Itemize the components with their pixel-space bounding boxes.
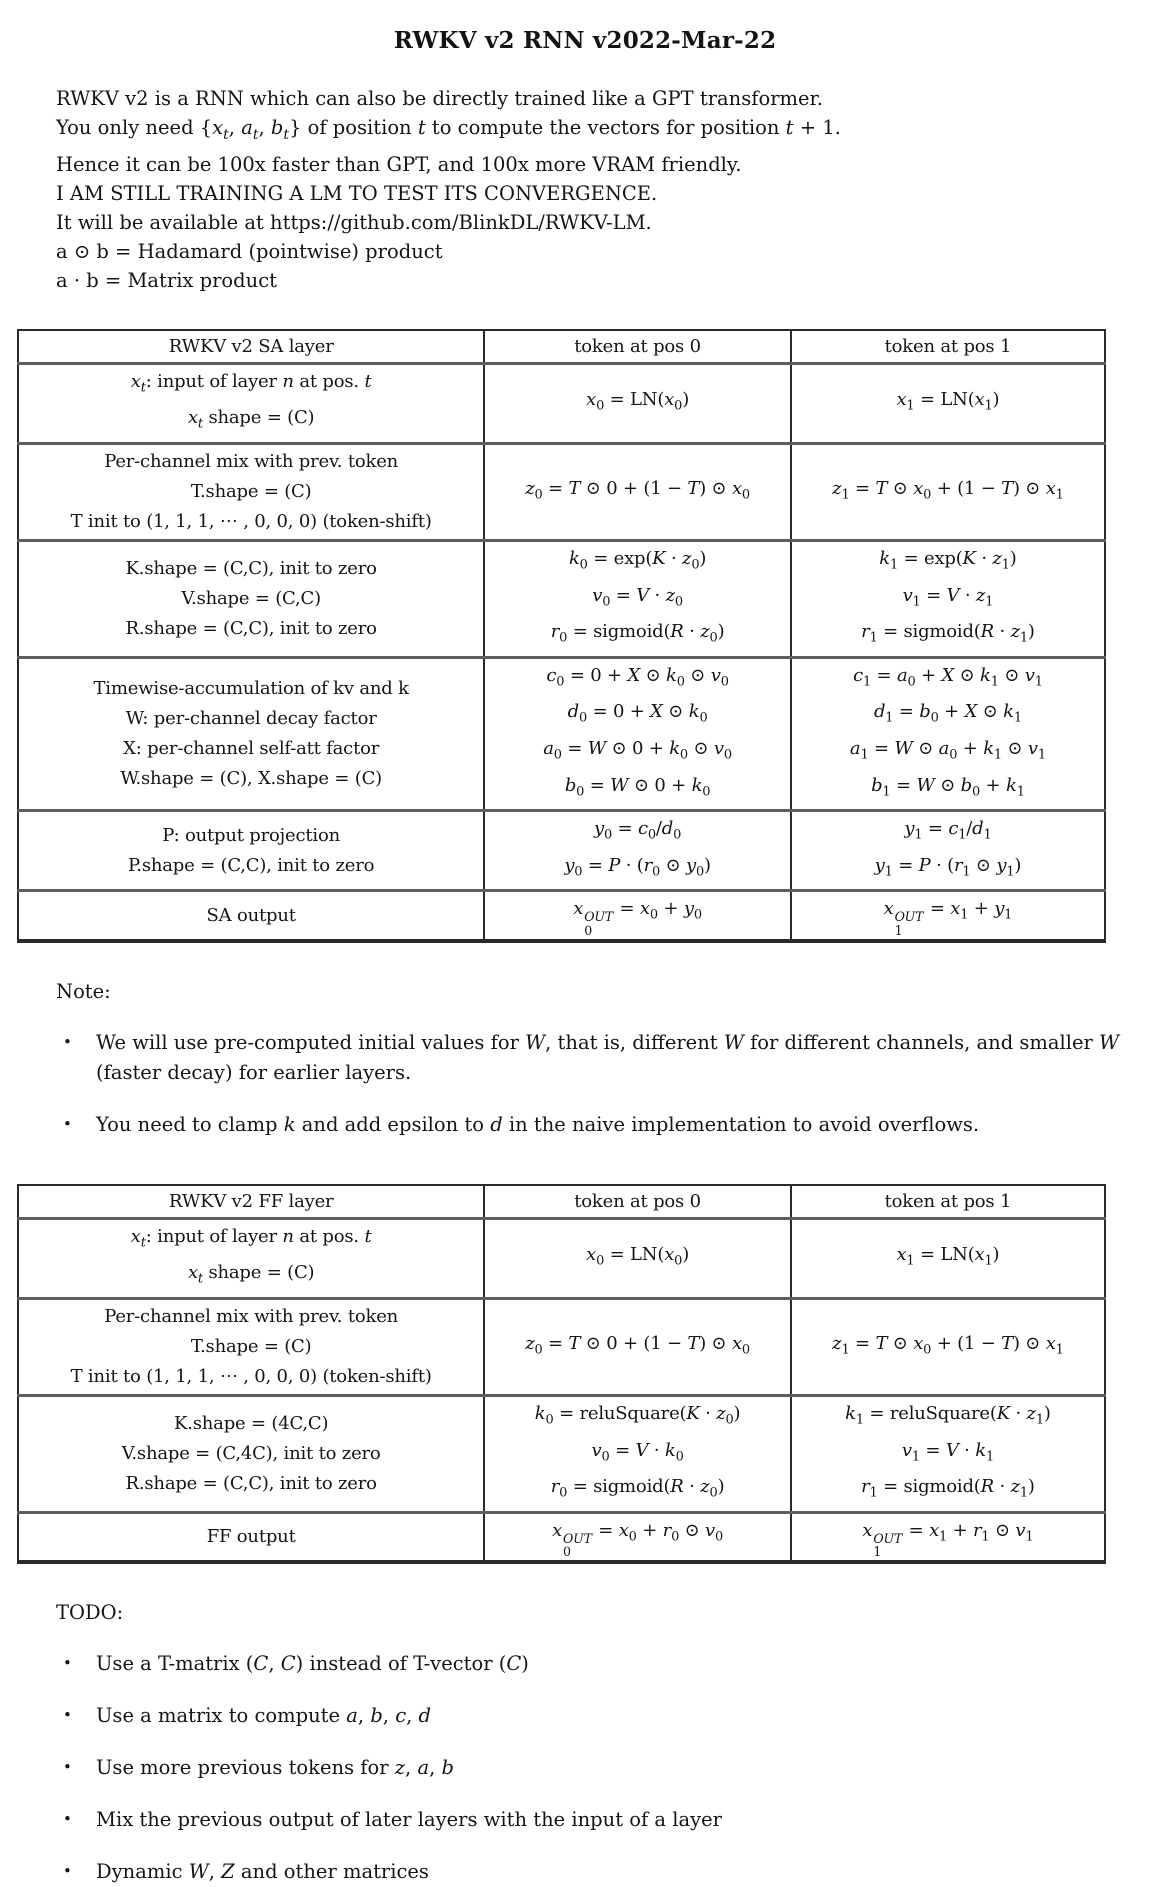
formula-line: X: per-channel self-att factor [123,738,380,760]
formula-line: $x_t$ shape = (C) [187,1262,315,1287]
formula-line: W: per-channel decay factor [125,708,377,730]
table-cell-pos1 [791,657,1105,810]
formula-line: $r_1$ = sigmoid(R · $z_1$) [861,621,1035,646]
table-cell-pos0 [484,1395,791,1512]
formula-line: x OUT 0 = $x_0 + r_0$ ⊙ $v_0$ [552,1519,724,1559]
formula-line: $b_1 = W$ ⊙ $b_0 + k_1$ [871,774,1025,800]
todo-item [63,1753,1130,1783]
table-cell-label [18,1395,484,1512]
table-cell-label [18,1218,484,1298]
table-cell-label [18,657,484,810]
formula-line: $z_0 = T$ ⊙ 0 + (1 − T) ⊙ $x_0$ [525,477,750,503]
formula-line: T init to (1, 1, 1, ⋯ , 0, 0, 0) (token-shift) [70,1365,432,1387]
formula-line: $x_t$: input of layer n at pos. t [130,1225,372,1251]
formula-line: Timewise-accumulation of kv and k [93,678,409,700]
formula-line: $b_0 = W$ ⊙ $0 + k_0$ [564,774,711,800]
table-row [18,444,1105,541]
table-cell-pos1 [791,1218,1105,1298]
formula-line: $r_1$ = sigmoid(R · $z_1$) [861,1476,1035,1501]
formula-line: SA output [206,904,296,926]
formula-line: $k_0$ = reluSquare(K · $z_0$) [534,1402,741,1428]
table-row [18,1298,1105,1395]
formula-line: $k_0 = \exp(K \cdot z_0)$ [568,548,707,573]
note-item [63,1110,1130,1140]
formula-line: $v_1 = V \cdot k_1$ [901,1439,994,1465]
table-cell-pos1 [791,444,1105,541]
table-header-cell: RWKV v2 FF layer [168,1190,334,1212]
formula-line: $x_t$ shape = (C) [187,407,315,433]
todo-item [63,1857,1130,1887]
formula-line: $x_t$: input of layer n at pos. t [130,370,372,396]
formula-line: $y_0 = c_0/d_0$ [594,818,682,843]
table-cell-pos1 [791,1298,1105,1395]
formula-line: P.shape = (C,C), init to zero [128,854,375,876]
bullet-icon: • [63,1032,72,1051]
note-item [63,1028,1130,1088]
formula-line: $x_0 = LN(x_0)$ [586,389,690,414]
formula-line: $v_0 = V \cdot z_0$ [592,584,683,610]
bullet-icon: • [63,1654,72,1673]
bullet-icon: • [63,1758,72,1777]
todo-item [63,1701,1130,1731]
table-cell-pos0 [484,444,791,541]
intro-line: It will be available at https://github.com/BlinkDL/RWKV-LM. [56,210,652,234]
todo-heading: TODO: [56,1601,124,1625]
table-header-row [18,330,1105,364]
formula-line: T.shape = (C) [190,1335,312,1357]
formula-line: $v_1 = V \cdot z_1$ [902,584,994,610]
formula-line: $x_1 = LN(x_1)$ [896,1244,1000,1269]
formula-line: $z_1 = T$ ⊙ $x_0 + (1 - T)$ ⊙ $x_1$ [832,477,1064,503]
todo-item-text: Use more previous tokens for z, a, b [96,1756,454,1780]
sa-table-body [18,363,1105,940]
table-cell-pos0 [484,1512,791,1562]
intro-line: You only need {$x_t$, $a_t$, $b_t$} of position t to compute the vectors for position t + 1. [56,116,841,143]
formula-line: x OUT 1 = $x_1 + r_1$ ⊙ $v_1$ [862,1519,1034,1559]
formula-line: $y_1 = c_1/d_1$ [904,818,992,843]
table-row [18,1395,1105,1512]
bullet-icon: • [63,1114,72,1133]
note-item-text: You need to clamp k and add epsilon to d in the naive implementation to avoid overflows. [96,1112,980,1136]
formula-line: $c_1 = a_0 + X$ ⊙ $k_1$ ⊙ $v_1$ [853,664,1043,690]
bullet-icon: • [63,1706,72,1725]
table-cell-pos1 [791,811,1105,891]
todo-item-text: Use a T-matrix (C, C) instead of T-vector (C) [96,1652,529,1676]
formula-line: x OUT 0 = $x_0 + y_0$ [573,898,702,938]
table-cell-label [18,363,484,443]
formula-line: W.shape = (C), X.shape = (C) [120,768,382,790]
table-cell-pos0 [484,541,791,658]
formula-line: P: output projection [162,824,340,846]
formula-line: K.shape = (4C,C) [173,1412,329,1434]
formula-line: K.shape = (C,C), init to zero [125,557,377,579]
table-cell-label [18,541,484,658]
table-header-cell: RWKV v2 SA layer [168,335,334,357]
sa-layer-table [17,329,1106,943]
formula-line: $x_1 = LN(x_1)$ [896,389,1000,414]
table-row [18,541,1105,658]
table-cell-pos0 [484,1298,791,1395]
formula-line: $d_1 = b_0 + X$ ⊙ $k_1$ [873,701,1022,727]
table-cell-pos0 [484,811,791,891]
intro-paragraph [56,84,1170,295]
table-cell-pos1 [791,1512,1105,1562]
formula-line: $z_0 = T$ ⊙ 0 + (1 − T) ⊙ $x_0$ [525,1332,750,1358]
formula-line: Per-channel mix with prev. token [104,451,399,473]
note-heading: Note: [56,979,111,1003]
table-header-cell: token at pos 0 [484,330,791,364]
table-header-cell: token at pos 0 [484,1185,791,1219]
formula-line: FF output [206,1525,296,1547]
todo-item-text: Dynamic W, Z and other matrices [96,1860,429,1884]
bullet-icon: • [63,1810,72,1829]
formula-line: $y_1 = P \cdot (r_1$ ⊙ $y_1$) [874,854,1022,880]
table-cell-pos1 [791,363,1105,443]
table-row [18,657,1105,810]
document-title: RWKV v2 RNN v2022-Mar-22 [393,27,777,54]
table-header-cell: token at pos 1 [791,1185,1105,1219]
table-cell-pos1 [791,541,1105,658]
formula-line: $k_1 = \exp(K \cdot z_1)$ [879,548,1017,573]
todo-item [63,1805,1130,1835]
table-cell-label [18,444,484,541]
table-cell-pos0 [484,363,791,443]
intro-line: I AM STILL TRAINING A LM TO TEST ITS CONVERGENCE. [56,181,658,205]
bullet-icon: • [63,1862,72,1881]
todo-item-text: Mix the previous output of later layers with the input of a layer [96,1808,722,1832]
formula-line: R.shape = (C,C), init to zero [125,1472,377,1494]
table-row [18,363,1105,443]
formula-line: $y_0 = P \cdot (r_0$ ⊙ $y_0$) [564,854,711,880]
table-header-cell: token at pos 1 [791,330,1105,364]
formula-line: $c_0 = 0 + X$ ⊙ $k_0$ ⊙ $v_0$ [546,664,729,690]
intro-line: a ⊙ b = Hadamard (pointwise) product [56,239,443,263]
note-list [0,1028,1170,1140]
table-cell-label [18,1298,484,1395]
note-item-text: We will use pre-computed initial values for W, that is, different W for different channels, and smaller W (faster decay) for earlier layers. [96,1030,1120,1084]
formula-line: $d_0 = 0 + X$ ⊙ $k_0$ [567,701,708,727]
table-cell-label [18,891,484,941]
table-row [18,1218,1105,1298]
formula-line: $z_1 = T$ ⊙ $x_0 + (1 - T)$ ⊙ $x_1$ [832,1332,1064,1358]
intro-line: Hence it can be 100x faster than GPT, and 100x more VRAM friendly. [56,152,742,176]
table-cell-pos0 [484,1218,791,1298]
intro-line: a · b = Matrix product [56,268,277,292]
table-header-row [18,1185,1105,1219]
table-row [18,891,1105,941]
formula-line: $a_1 = W$ ⊙ $a_0 + k_1$ ⊙ $v_1$ [849,738,1046,763]
table-cell-label [18,811,484,891]
formula-line: V.shape = (C,C) [181,587,321,609]
todo-item [63,1649,1130,1679]
formula-line: R.shape = (C,C), init to zero [125,617,377,639]
table-cell-pos1 [791,891,1105,941]
formula-line: x OUT 1 = $x_1 + y_1$ [883,898,1013,938]
formula-line: $r_0$ = sigmoid(R · $z_0$) [550,1476,725,1501]
ff-table-body [18,1218,1105,1562]
intro-line: RWKV v2 is a RNN which can also be directly trained like a GPT transformer. [56,87,823,110]
table-cell-pos0 [484,657,791,810]
sa-table-head [18,330,1105,364]
todo-item-text: Use a matrix to compute a, b, c, d [96,1704,432,1728]
ff-table-head [18,1185,1105,1219]
formula-line: V.shape = (C,4C), init to zero [121,1442,381,1464]
todo-list [0,1649,1170,1887]
formula-line: $r_0$ = sigmoid(R · $z_0$) [550,621,725,646]
formula-line: $a_0 = W$ ⊙ $0 + k_0$ ⊙ $v_0$ [543,738,732,763]
table-cell-pos1 [791,1395,1105,1512]
table-row [18,811,1105,891]
ff-layer-table [17,1184,1106,1564]
formula-line: Per-channel mix with prev. token [104,1305,399,1327]
formula-line: T.shape = (C) [190,481,312,503]
formula-line: T init to (1, 1, 1, ⋯ , 0, 0, 0) (token-shift) [70,511,432,533]
table-cell-pos0 [484,891,791,941]
formula-line: $k_1$ = reluSquare(K · $z_1$) [845,1402,1051,1428]
formula-line: $x_0 = LN(x_0)$ [586,1244,690,1269]
table-row [18,1512,1105,1562]
table-cell-label [18,1512,484,1562]
formula-line: $v_0 = V \cdot k_0$ [591,1439,684,1465]
